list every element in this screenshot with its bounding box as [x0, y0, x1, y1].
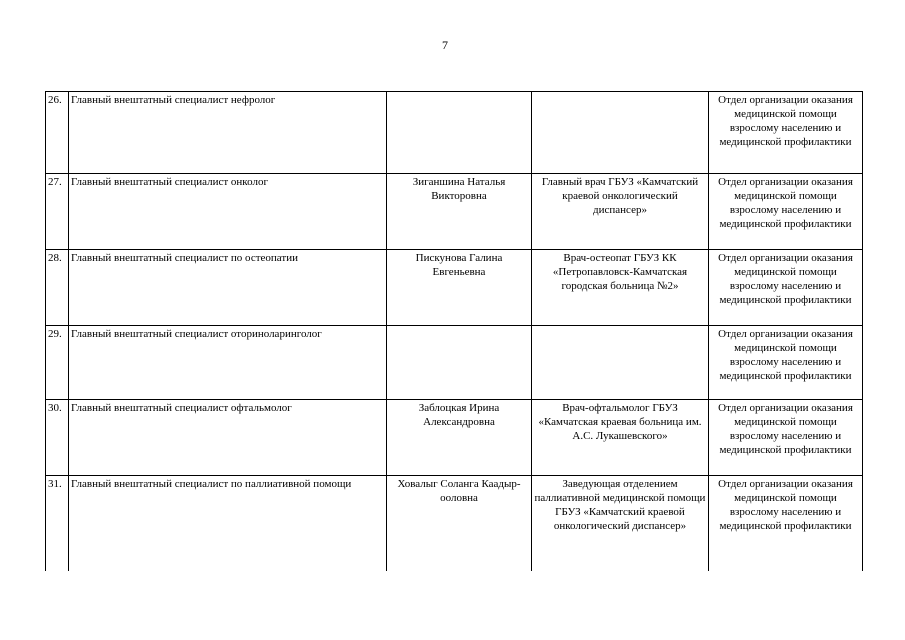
specialist-name: Зиганшина Наталья Викторовна	[387, 174, 532, 250]
row-number: 28.	[46, 250, 69, 326]
specialist-position: Заведующая отделением паллиативной медицинской помощи ГБУЗ «Камчатский краевой онкологический диспансер»	[532, 476, 709, 572]
responsible-department: Отдел организации оказания медицинской помощи взрослому населению и медицинской профилактики	[709, 476, 863, 572]
row-number: 27.	[46, 174, 69, 250]
specialist-title: Главный внештатный специалист офтальмолог	[69, 400, 387, 476]
specialist-position	[532, 92, 709, 174]
table-row	[46, 476, 863, 572]
responsible-department: Отдел организации оказания медицинской помощи взрослому населению и медицинской профилактики	[709, 174, 863, 250]
responsible-department: Отдел организации оказания медицинской помощи взрослому населению и медицинской профилактики	[709, 250, 863, 326]
specialist-name: Пискунова Галина Евгеньевна	[387, 250, 532, 326]
responsible-department: Отдел организации оказания медицинской помощи взрослому населению и медицинской профилактики	[709, 326, 863, 400]
responsible-department: Отдел организации оказания медицинской помощи взрослому населению и медицинской профилактики	[709, 400, 863, 476]
specialists-table	[45, 91, 863, 571]
specialist-name: Ховалыг Соланга Каадыр-ооловна	[387, 476, 532, 572]
table-row	[46, 400, 863, 476]
row-number: 29.	[46, 326, 69, 400]
table-row	[46, 92, 863, 174]
specialist-position	[532, 326, 709, 400]
specialist-title: Главный внештатный специалист нефролог	[69, 92, 387, 174]
specialist-title: Главный внештатный специалист оториноларинголог	[69, 326, 387, 400]
row-number: 26.	[46, 92, 69, 174]
specialist-name	[387, 326, 532, 400]
specialist-name: Заблоцкая Ирина Александровна	[387, 400, 532, 476]
table-row	[46, 174, 863, 250]
table-row	[46, 326, 863, 400]
row-number: 31.	[46, 476, 69, 572]
specialist-name	[387, 92, 532, 174]
specialist-position: Главный врач ГБУЗ «Камчатский краевой онкологический диспансер»	[532, 174, 709, 250]
specialist-title: Главный внештатный специалист по паллиативной помощи	[69, 476, 387, 572]
specialist-position: Врач-остеопат ГБУЗ КК «Петропавловск-Камчатская городская больница №2»	[532, 250, 709, 326]
page-number: 7	[442, 38, 448, 52]
specialist-title: Главный внештатный специалист онколог	[69, 174, 387, 250]
table-row	[46, 250, 863, 326]
responsible-department: Отдел организации оказания медицинской помощи взрослому населению и медицинской профилактики	[709, 92, 863, 174]
row-number: 30.	[46, 400, 69, 476]
specialist-title: Главный внештатный специалист по остеопатии	[69, 250, 387, 326]
specialist-position: Врач-офтальмолог ГБУЗ «Камчатская краевая больница им. А.С. Лукашевского»	[532, 400, 709, 476]
